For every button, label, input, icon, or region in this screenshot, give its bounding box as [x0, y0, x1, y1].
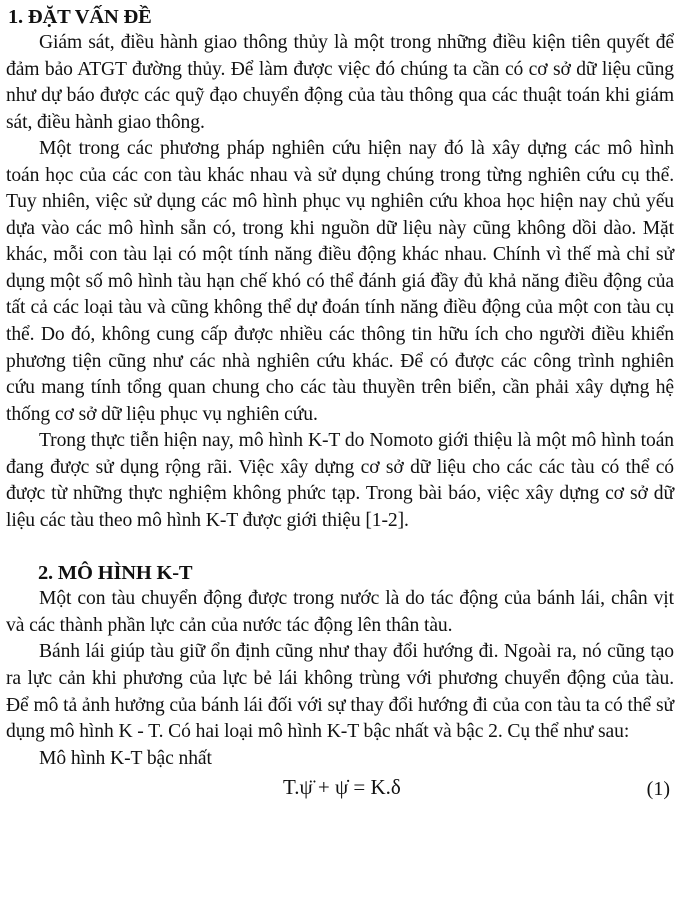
equation-row: [6, 772, 674, 806]
section-heading-mo-hinh-kt: 2. MÔ HÌNH K-T: [38, 562, 193, 585]
equation: T.ψ̈ + ψ̇ = K.δ: [283, 775, 401, 800]
section-heading-dat-van-de: 1. ĐẶT VẤN ĐỀ: [8, 6, 152, 28]
paragraph: Một trong các phương pháp nghiên cứu hiện nay đó là xây dựng các mô hình toán học của các con tàu khác nhau và sử dụng chúng trong từng nghiên cứu cụ thể. Tuy nhiên, việc sử dụng các mô hình phục vụ nghiên cứu khoa học hiện nay chủ yếu dựa vào các mô hình sẵn có, trong khi nguồn dữ liệu này cũng không dồi dào. Mặt khác, mỗi con tàu lại có một tính năng điều động khác nhau. Chính vì thế mà chỉ sử dụng một số mô hình tàu hạn chế khó có thể đánh giá đầy đủ khả năng điều động của tất cả các loại tàu và cũng không thể dự đoán tính năng điều động của một con tàu cụ thể. Do đó, không cung cấp được nhiều các thông tin hữu ích cho người điều khiển phương tiện cũng như các nhà nghiên cứu khác. Để có được các công trình nghiên cứu mang tính tổng quan chung cho các tàu thuyền trên biển, cần phải xây dựng hệ thống cơ sở dữ liệu phục vụ nghiên cứu.: [6, 138, 674, 425]
equation-number: (1): [646, 778, 670, 801]
paragraph: Bánh lái giúp tàu giữ ổn định cũng như thay đổi hướng đi. Ngoài ra, nó cũng tạo ra lực cản khi phương của lực bẻ lái không trùng với phương chuyển động của tàu. Để mô tả ảnh hưởng của bánh lái đối với sự thay đổi hướng đi của con tàu ta có thể sử dụng mô hình K - T. Có hai loại mô hình K-T bậc nhất và bậc 2. Cụ thể như sau:: [6, 641, 674, 743]
paragraph: Trong thực tiễn hiện nay, mô hình K-T do Nomoto giới thiệu là một mô hình toán đang được sử dụng rộng rãi. Việc xây dựng cơ sở dữ liệu cho các các tàu có thể có được từ những thực nghiệm không phức tạp. Trong bài báo, việc xây dựng cơ sở dữ liệu các tàu theo mô hình K-T được giới thiệu [1-2].: [6, 430, 674, 531]
paragraph: Một con tàu chuyển động được trong nước là do tác động của bánh lái, chân vịt và các thành phần lực cản của nước tác động lên thân tàu.: [6, 588, 674, 636]
paragraph: Mô hình K-T bậc nhất: [39, 747, 212, 769]
paragraph: Giám sát, điều hành giao thông thủy là một trong những điều kiện tiên quyết để đảm bảo ATGT đường thủy. Để làm được việc đó chúng ta cần có cơ sở dữ liệu cũng như dự báo được các quỹ đạo chuyển động của tàu thông qua các thuật toán khi giám sát, điều hành giao thông.: [6, 32, 674, 133]
